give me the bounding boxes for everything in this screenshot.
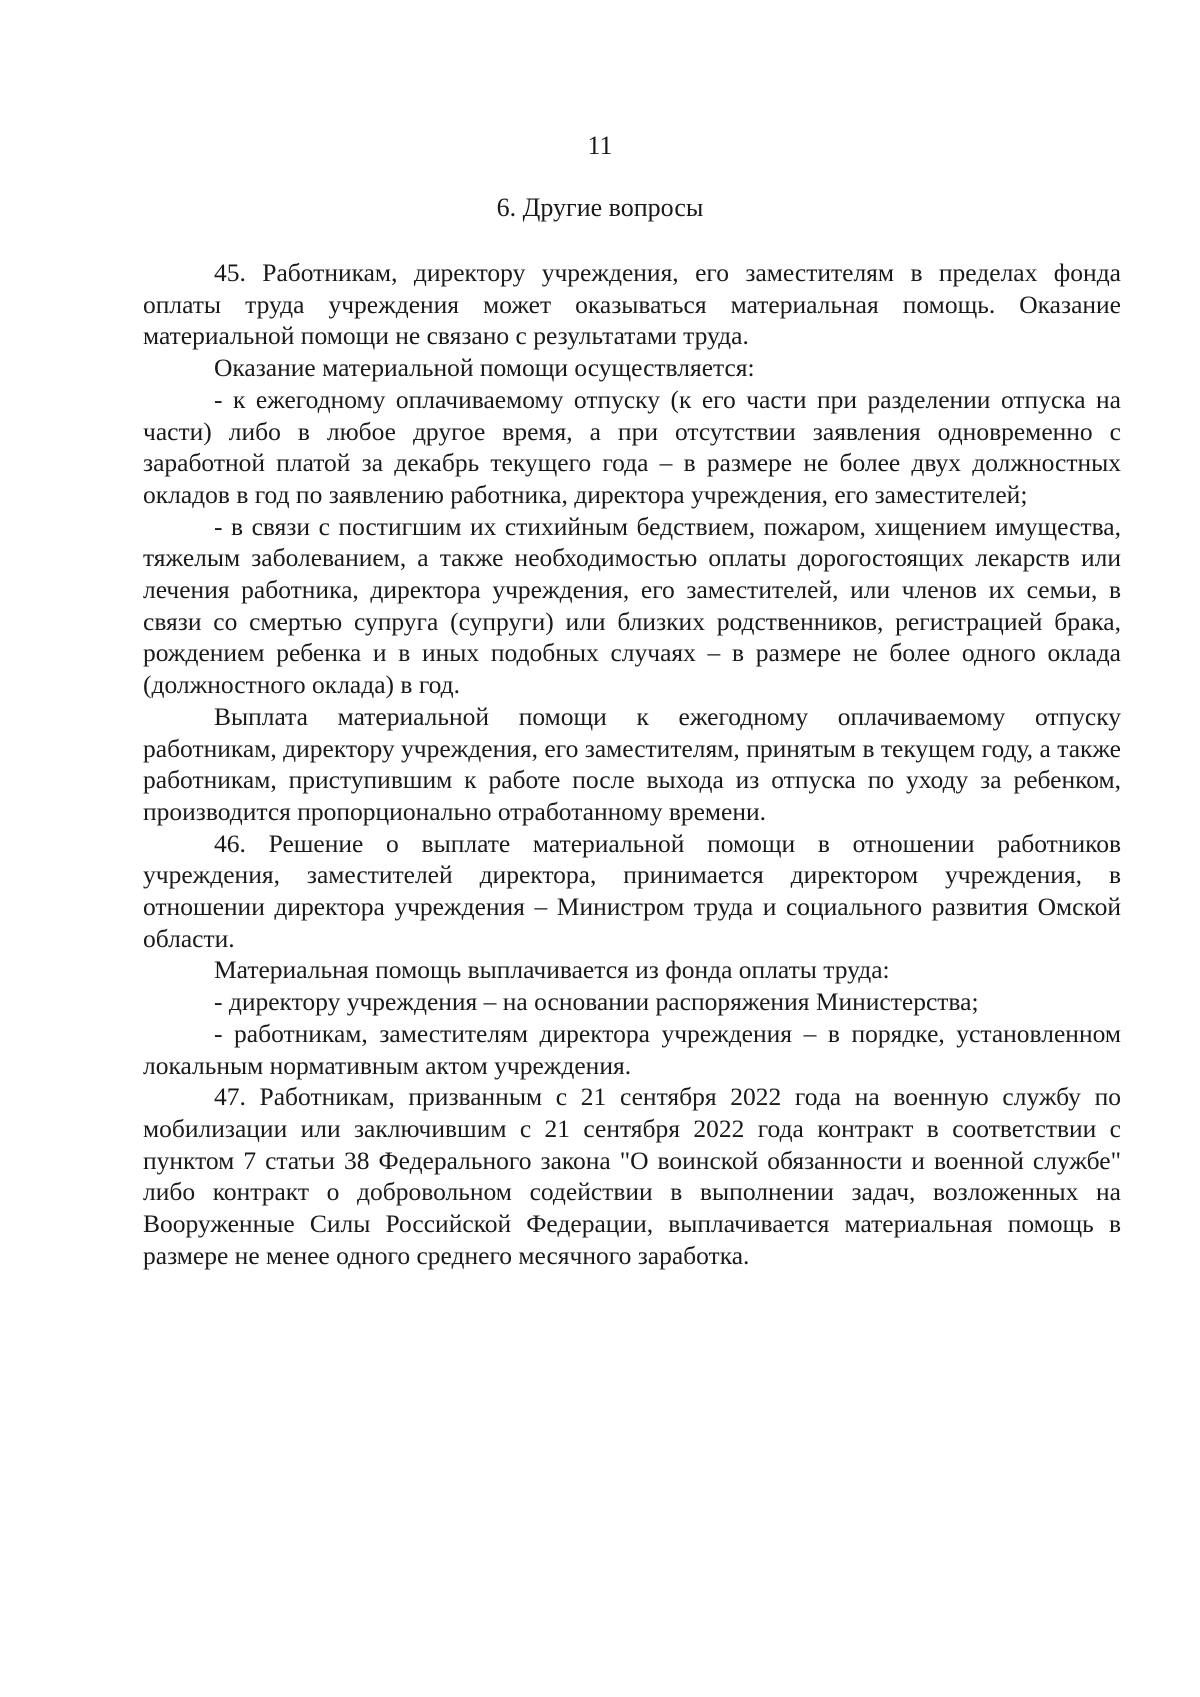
section-title: 6. Другие вопросы — [496, 193, 704, 222]
paragraph-vacation-item: - к ежегодному оплачиваемому отпуску (к его части при разделении отпуска на части) либо в любое другое время, а при отсутствии заявления одновременно с заработной платой за декабрь текущего года – в размере не более двух должностных окладов в год по заявлению работника, директора учреждения, его заместителей; — [143, 384, 1121, 509]
paragraph-47: 47. Работникам, призванным с 21 сентября 2022 года на военную службу по мобилизации или заключившим с 21 сентября 2022 года контракт в соответствии с пунктом 7 статьи 38 Федерального закона "О воинской обязанности и военной службе" либо контракт о добровольном содействии в выполнении задач, возложенных на Вооруженные Силы Российской Федерации, выплачивается материальная помощь в размере не менее одного среднего месячного заработка. — [143, 1082, 1121, 1270]
paragraph-assistance-intro: Оказание материальной помощи осуществляется: — [214, 353, 755, 383]
paragraph-employees-item: - работникам, заместителям директора учреждения – в порядке, установленном локальным нормативным актом учреждения. — [143, 1018, 1121, 1080]
document-body — [143, 257, 1121, 1272]
page-number: 11 — [587, 131, 613, 160]
paragraph-fund-source: Материальная помощь выплачивается из фонда оплаты труда: — [214, 955, 890, 985]
paragraph-46: 46. Решение о выплате материальной помощи в отношении работников учреждения, заместителей директора, принимается директором учреждения, в отношении директора учреждения – Министром труда и социального развития Омской области. — [143, 828, 1121, 953]
paragraph-proportional-payment: Выплата материальной помощи к ежегодному оплачиваемому отпуску работникам, директору учреждения, его заместителям, принятым в текущем году, а также работникам, приступившим к работе после выхода из отпуска по уходу за ребенком, производится пропорционально отработанному времени. — [143, 701, 1121, 826]
paragraph-disaster-item: - в связи с постигшим их стихийным бедствием, пожаром, хищением имущества, тяжелым заболеванием, а также необходимостью оплаты дорогостоящих лекарств или лечения работника, директора учреждения, его заместителей, или членов их семьи, в связи со смертью супруга (супруги) или близких родственников, регистрацией брака, рождением ребенка и в иных подобных случаях – в размере не более одного оклада (должностного оклада) в год. — [143, 511, 1121, 700]
paragraph-45: 45. Работникам, директору учреждения, его заместителям в пределах фонда оплаты труда учреждения может оказываться материальная помощь. Оказание материальной помощи не связано с результатами труда. — [143, 258, 1121, 351]
paragraph-director-item: - директору учреждения – на основании распоряжения Министерства; — [214, 987, 979, 1017]
